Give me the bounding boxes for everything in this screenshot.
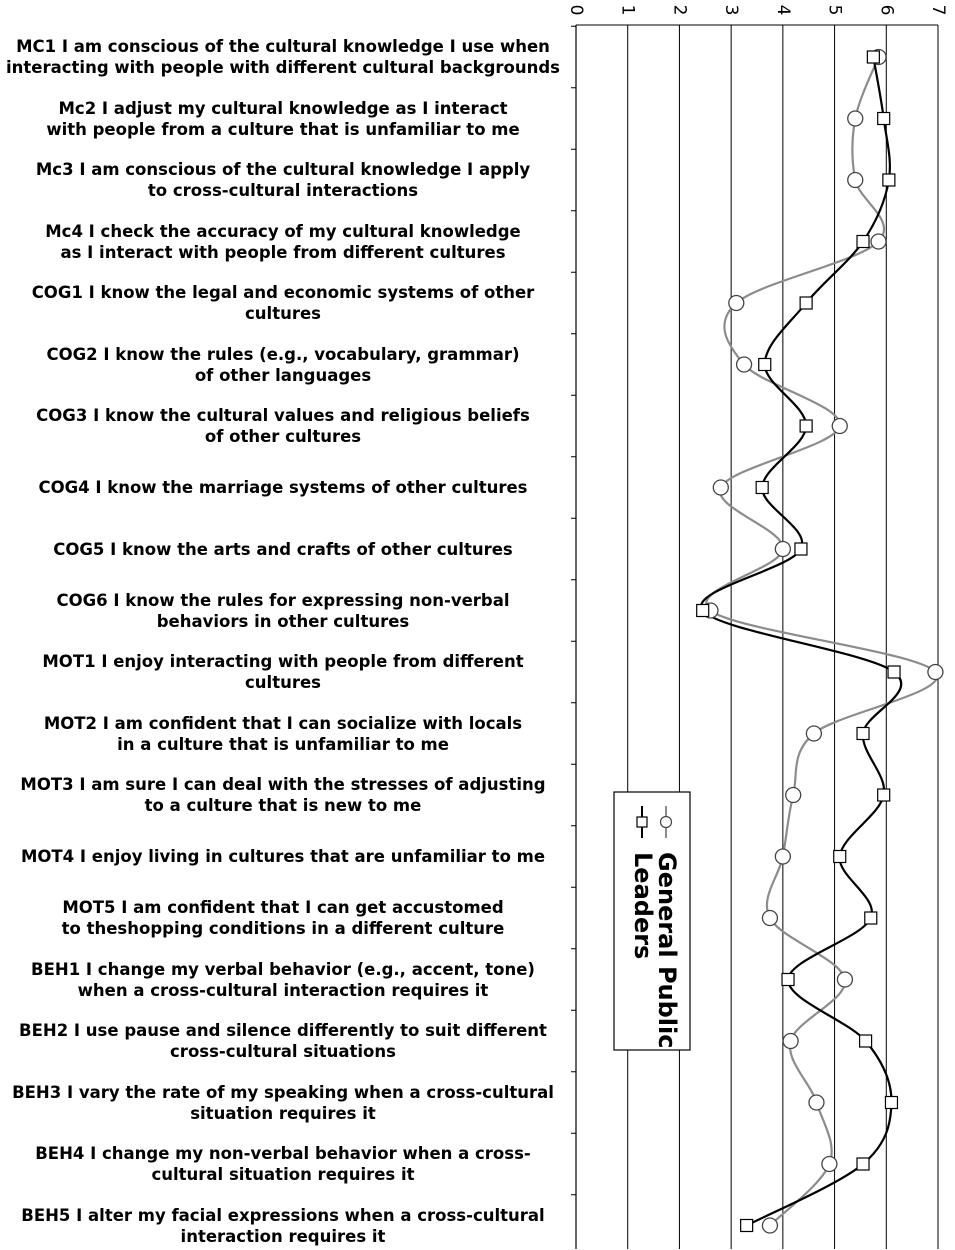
category-label-line: MOT3 I am sure I can deal with the stresses of adjusting (20, 775, 546, 794)
data-point-circle (762, 911, 777, 926)
data-point-circle (775, 849, 790, 864)
data-point-square (857, 236, 869, 248)
tick-label: 2 (669, 4, 690, 16)
legend-label: General Public (653, 852, 681, 1049)
data-point-square (878, 789, 890, 801)
category-label-line: cultures (245, 673, 321, 692)
data-point-square (860, 1035, 872, 1047)
category-label-line: BEH5 I alter my facial expressions when a cross-cultural (21, 1205, 545, 1225)
category-label-line: with people from a culture that is unfamiliar to me (46, 119, 520, 139)
category-label-line: COG5 I know the arts and crafts of other cultures (53, 539, 513, 559)
data-point-square (756, 482, 768, 494)
data-point-circle (737, 357, 752, 372)
data-point-square (885, 1097, 897, 1109)
category-label-line: MOT5 I am confident that I can get accustomed (62, 898, 504, 917)
tick-label: 5 (824, 4, 845, 16)
category-label-line: COG4 I know the marriage systems of other cultures (38, 478, 528, 497)
data-point-circle (762, 1218, 777, 1233)
data-point-square (782, 974, 794, 986)
category-label-line: situation requires it (190, 1103, 376, 1123)
data-point-circle (729, 296, 744, 311)
category-label-line: COG3 I know the cultural values and religious beliefs (36, 406, 530, 425)
tick-label: 6 (876, 4, 897, 16)
category-label-line: behaviors in other cultures (156, 611, 410, 631)
category-label-line: in a culture that is unfamiliar to me (117, 734, 449, 754)
data-point-square (800, 297, 812, 309)
category-label-line: of other cultures (204, 427, 362, 446)
category-label-line: to theshopping conditions in a different culture (61, 919, 505, 938)
data-point-square (867, 51, 879, 63)
category-label-line: cultures (245, 304, 321, 323)
category-label-line: interaction requires it (180, 1226, 386, 1246)
series-line-1 (706, 57, 937, 1226)
category-label-line: BEH3 I vary the rate of my speaking when a cross-cultural (12, 1082, 554, 1102)
legend (614, 792, 690, 1050)
category-label-line: BEH4 I change my non-verbal behavior when a cross- (35, 1144, 531, 1163)
data-point-square (759, 359, 771, 371)
category-label-line: COG1 I know the legal and economic systems of other (31, 283, 535, 302)
data-point-circle (713, 480, 728, 495)
category-label-line: COG6 I know the rules for expressing non-verbal (56, 590, 510, 610)
category-label-line: as I interact with people from different cultures (60, 242, 506, 262)
data-point-square (865, 912, 877, 924)
category-label-line: MC1 I am conscious of the cultural knowledge I use when (16, 37, 550, 56)
data-point-circle (871, 234, 886, 249)
category-label-line: Mc2 I adjust my cultural knowledge as I interact (58, 98, 508, 118)
data-point-square (800, 420, 812, 432)
data-point-square (741, 1220, 753, 1232)
category-label-line: to a culture that is new to me (144, 796, 422, 815)
category-label-line: interacting with people with different cultural backgrounds (6, 58, 560, 77)
category-label-line: BEH2 I use pause and silence differently to suit different (19, 1021, 547, 1040)
category-label-line: Mc3 I am conscious of the cultural knowledge I apply (35, 160, 531, 179)
tick-label: 1 (617, 4, 638, 16)
data-point-circle (848, 173, 863, 188)
data-point-circle (848, 111, 863, 126)
data-point-square (857, 1158, 869, 1170)
data-point-circle (783, 1034, 798, 1049)
category-label-line: MOT4 I enjoy living in cultures that are unfamiliar to me (20, 847, 546, 866)
legend-marker-square (637, 817, 647, 827)
data-point-circle (832, 419, 847, 434)
data-point-square (857, 728, 869, 740)
legend-marker-circle (661, 817, 672, 828)
category-label-line: cultural situation requires it (151, 1165, 415, 1184)
data-point-circle (775, 542, 790, 557)
category-label-line: cross-cultural situations (170, 1042, 396, 1061)
data-point-square (795, 543, 807, 555)
data-point-square (888, 666, 900, 678)
data-point-square (834, 851, 846, 863)
category-label-line: to cross-cultural interactions (147, 181, 419, 200)
data-point-circle (809, 1095, 824, 1110)
data-point-circle (928, 665, 943, 680)
category-label-line: MOT1 I enjoy interacting with people from different (42, 652, 524, 671)
category-label-line: MOT2 I am confident that I can socialize with locals (43, 713, 523, 733)
data-point-circle (786, 788, 801, 803)
data-point-circle (822, 1157, 837, 1172)
data-point-circle (837, 972, 852, 987)
category-label-line: when a cross-cultural interaction requires it (77, 980, 489, 1000)
data-point-square (697, 605, 709, 617)
data-point-square (883, 174, 895, 186)
category-label-line: Mc4 I check the accuracy of my cultural knowledge (45, 221, 521, 241)
legend-label: Leaders (629, 852, 657, 960)
category-label-line: COG2 I know the rules (e.g., vocabulary, grammar) (46, 344, 520, 364)
tick-label: 4 (772, 4, 793, 16)
data-point-square (878, 113, 890, 125)
category-label-line: of other languages (194, 365, 372, 385)
tick-label: 0 (566, 4, 586, 16)
tick-label: 7 (928, 4, 948, 16)
data-point-circle (806, 726, 821, 741)
tick-label: 3 (721, 4, 742, 16)
category-label-line: BEH1 I change my verbal behavior (e.g., accent, tone) (31, 959, 535, 979)
